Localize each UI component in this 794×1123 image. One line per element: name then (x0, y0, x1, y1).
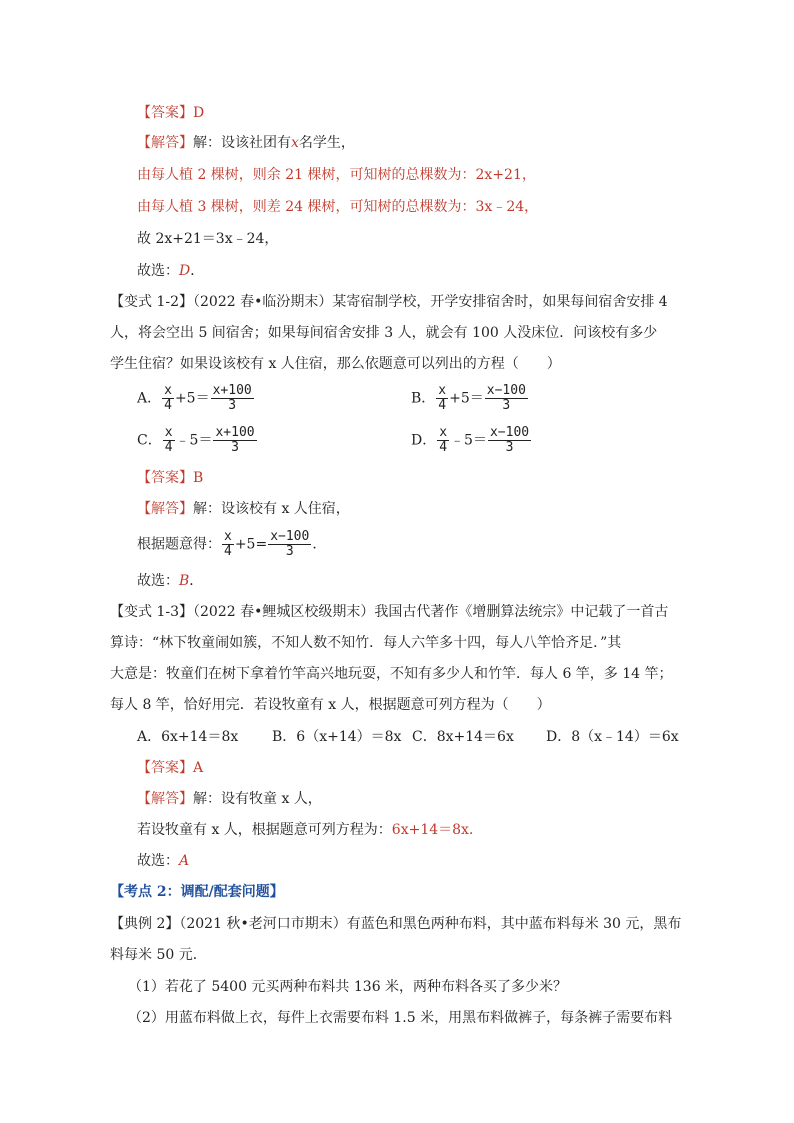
q1-choose-line (137, 261, 204, 281)
fraction (211, 384, 254, 413)
q4-sub-2: （2）用蓝布料做上衣，每件上衣需要布料 1.5 米，用黑布料做裤子，每条裤子需要布料 (128, 1010, 673, 1026)
numerator: x (224, 529, 232, 544)
q3-stem-3: 大意是：牧童们在树下拿着竹竿高兴地玩耍，不知有多少人和竹竿．每人 6 竿，多 14 竿； (110, 666, 673, 682)
answer-value: D (193, 105, 205, 121)
solution-prefix: 若设牧童有 x 人，根据题意可列方程为： (137, 822, 392, 838)
option-mid: +5＝ (449, 390, 484, 407)
fraction (162, 384, 174, 413)
q3-option-b: B．6（x+14）＝8x (272, 729, 402, 745)
stem-text: （2021 秋•老河口市期末）有蓝色和黑色两种布料，其中蓝布料每米 30 元，黑布 (179, 916, 682, 932)
q2-option-b (411, 384, 529, 413)
period: ． (189, 573, 204, 589)
option-mid: ﹣5＝ (175, 432, 213, 449)
q2-option-d (411, 426, 532, 455)
solution-mid: +5= (234, 536, 268, 553)
solution-equation: 6x+14＝8x． (391, 822, 483, 838)
numerator: x−100 (486, 383, 526, 398)
choose-label: 故选： (137, 263, 179, 279)
fraction (436, 384, 448, 413)
q3-stem-4: 每人 8 竿，恰好用完．若设牧童有 x 人，根据题意可列方程为（ ） (110, 697, 551, 713)
stem-text: （2022 春•临汾期末）某寄宿制学校，开学安排宿舍时，如果每间宿舍安排 4 (193, 294, 668, 310)
solution-prefix: 根据题意得： (137, 536, 221, 553)
q3-option-a: A．6x+14＝8x (137, 729, 239, 745)
q4-stem-2: 料每米 50 元． (110, 947, 207, 963)
q2-option-c (137, 426, 258, 455)
q3-stem-1 (110, 602, 668, 622)
denominator: 4 (164, 440, 173, 455)
option-label: A． (137, 390, 162, 407)
variant-tag: 【变式 1-3】 (110, 604, 193, 620)
numerator: x+100 (215, 425, 255, 440)
q3-choose-line (137, 851, 189, 871)
q2-solution-line (137, 499, 350, 519)
denominator: 4 (224, 544, 232, 559)
option-mid: +5＝ (174, 390, 210, 407)
solution-text: 解：设该校有 x 人住宿， (193, 501, 350, 517)
q2-stem-3: 学生住宿？如果设该校有 x 人住宿，那么依题意可以列出的方程（ ） (110, 356, 561, 372)
solution-tag: 【解答】 (137, 501, 193, 517)
q2-option-a (137, 384, 255, 413)
q3-solution-line (137, 789, 322, 809)
numerator: x (438, 383, 447, 398)
answer-value: B (193, 470, 204, 486)
choose-value: D (179, 263, 191, 279)
solution-text-b: 名学生， (298, 135, 355, 151)
q3-solution-eq (137, 820, 483, 840)
solution-tag: 【解答】 (137, 135, 193, 151)
answer-tag: 【答案】 (137, 470, 193, 486)
fraction (437, 426, 449, 455)
choose-value: A (179, 853, 190, 869)
fraction (163, 426, 175, 455)
choose-label: 故选： (137, 573, 179, 589)
choose-label: 故选： (137, 853, 179, 869)
q2-answer-line (137, 468, 203, 488)
period: ． (312, 536, 327, 553)
solution-text: 解：设有牧童 x 人， (193, 791, 322, 807)
option-label: C． (137, 432, 162, 449)
option-mid: ﹣5＝ (450, 432, 487, 449)
solution-text-a: 解：设该社团有 (193, 135, 291, 151)
denominator: 3 (502, 398, 511, 413)
numerator: x−100 (270, 529, 310, 544)
numerator: x+100 (212, 383, 252, 398)
denominator: 3 (228, 398, 237, 413)
q1-solution-line (137, 133, 355, 153)
denominator: 3 (285, 544, 294, 559)
q2-stem-2: 人，将会空出 5 间宿舍；如果每间宿舍安排 3 人，就会有 100 人没床位．问该校有多少 (110, 325, 658, 341)
q2-solution-eq (137, 530, 326, 559)
q3-option-c: C．8x+14＝6x (412, 729, 514, 745)
denominator: 3 (231, 440, 239, 455)
stem-text: （2022 春•鲤城区校级期末）我国古代著作《增删算法统宗》中记载了一首古 (193, 604, 669, 620)
q3-stem-2: 算诗：“林下牧童闹如簇，不知人数不知竹．每人六竿多十四，每人八竿恰齐足．”其 (110, 635, 622, 651)
q3-answer-line (137, 758, 203, 778)
numerator: x (439, 425, 448, 440)
answer-tag: 【答案】 (137, 105, 193, 121)
q2-stem-1 (110, 292, 668, 312)
fraction (222, 530, 234, 559)
q1-line-4: 故 2x+21＝3x﹣24， (137, 231, 279, 247)
variant-tag: 【变式 1-2】 (110, 294, 193, 310)
q2-choose-line (137, 571, 203, 591)
option-label: B． (411, 390, 436, 407)
solution-tag: 【解答】 (137, 791, 193, 807)
q1-line-3: 由每人植 3 棵树，则差 24 棵树，可知树的总棵数为：3x﹣24， (137, 199, 539, 215)
option-label: D． (411, 432, 437, 449)
q1-line-2: 由每人植 2 棵树，则余 21 棵树，可知树的总棵数为：2x+21， (137, 167, 536, 183)
section-title: 【考点 2：调配/配套问题】 (110, 884, 284, 900)
numerator: x−100 (489, 425, 530, 440)
fraction (488, 426, 531, 455)
choose-value: B (179, 573, 190, 589)
q3-option-d: D．8（x﹣14）＝6x (546, 729, 679, 745)
denominator: 4 (438, 398, 447, 413)
answer-tag: 【答案】 (137, 760, 193, 776)
denominator: 4 (439, 440, 448, 455)
fraction (485, 384, 528, 413)
variable-x: x (291, 135, 299, 151)
fraction (213, 426, 256, 455)
fraction (268, 530, 311, 559)
q1-answer-line (137, 103, 204, 123)
denominator: 4 (164, 398, 172, 413)
numerator: x (164, 383, 172, 398)
q4-sub-1: （1）若花了 5400 元买两种布料共 136 米，两种布料各买了多少米？ (128, 979, 568, 995)
period: ． (190, 263, 205, 279)
answer-value: A (193, 760, 204, 776)
denominator: 3 (505, 440, 514, 455)
q4-stem-1 (110, 914, 681, 934)
example-tag: 【典例 2】 (110, 916, 180, 932)
numerator: x (164, 425, 173, 440)
